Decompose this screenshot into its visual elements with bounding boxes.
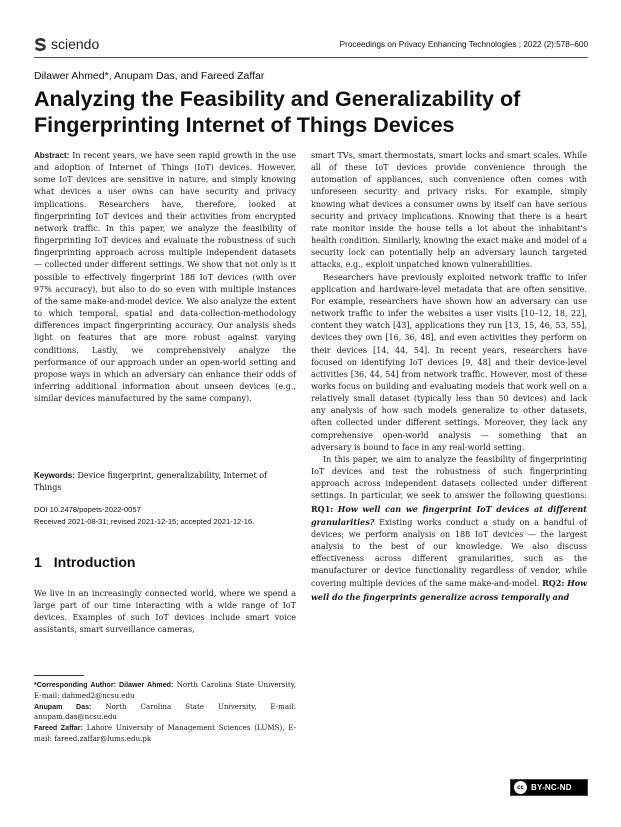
- footnote-3-label: Fareed Zaffar:: [34, 724, 83, 733]
- received-dates: Received 2021-08-31; revised 2021-12-15; accepted 2021-12-16.: [34, 517, 255, 526]
- footnote-1: [34, 680, 296, 702]
- creative-commons-icon: cc: [514, 781, 527, 794]
- intro-continued: smart TVs, smart thermostats, smart locks and smart scales. While all of these IoT devices provide convenience through the automation of appliances, such convenience often comes with unforeseen security and privacy risks. For example, simply knowing what devices a consumer owns by itself can have serious security and privacy implications. Knowing that there is a heart rate monitor inside the house tells a lot about the inhabitant's health condition. Similarly, knowing the exact make and model of a security lock can potentially help an adversary launch targeted attacks, e.g., exploit unpatched known vulnerabilities.: [311, 151, 587, 270]
- section-heading: [34, 554, 135, 570]
- related-work-paragraph: Researchers have previously exploited network traffic to infer application and hardware-level metadata that are often sensitive. For example, researchers have shown how an adversary can use network traffic to infer the websites a user visits [10–12, 18, 22], content they watch [43], applications they run [13, 15, 46, 53, 55], devices they own [16, 36, 48], and even activities they perform on their devices [14, 44, 54]. In recent years, researchers have focused on identifying IoT devices [9, 48] and their device-level activities [36, 44, 54] from network traffic. However, most of these works focus on building and evaluating models that work well on a relatively small dataset (typically less than 50 devices) and lack any analysis of how such models generalize to other datasets, often collected under different settings. Moreover, they lack any comprehensive open-world analysis — something that an adversary is bound to face in any real-world setting.: [311, 272, 587, 452]
- publisher-logo: [34, 36, 99, 52]
- section-number: 1: [34, 554, 42, 570]
- keywords-text: Device fingerprint, generalizability, Internet of Things: [34, 471, 268, 492]
- footnote-1-text: North Carolina State University, E-mail: dahmed2@ncsu.edu: [34, 680, 297, 700]
- cc-license-badge[interactable]: [510, 779, 588, 796]
- footnote-3: [34, 723, 296, 745]
- title-line-1: Analyzing the Feasibility and Generalizability of: [34, 87, 521, 111]
- rq1-text: How well can we fingerprint IoT devices at different granularities?: [311, 503, 587, 527]
- footnote-2-label: Anupam Das:: [34, 702, 92, 711]
- research-questions-paragraph: [311, 454, 587, 604]
- keywords-label: Keywords:: [34, 471, 75, 480]
- abstract-label: Abstract:: [34, 151, 70, 160]
- paper-title: [34, 86, 594, 138]
- license-text: BY-NC-ND: [531, 783, 572, 792]
- left-column: [34, 150, 296, 405]
- doi: DOI 10.2478/popets-2022-0057: [34, 505, 141, 514]
- rq-intro-text: In this paper, we aim to analyze the feasibility of fingerprinting IoT devices and test the robustness of such fingerprinting approach across independent datasets collected under different settings. In particular, we seek to answer the following questions:: [311, 454, 587, 501]
- footnotes: [34, 680, 296, 745]
- title-line-2: Fingerprinting Internet of Things Devices: [34, 113, 455, 137]
- abstract: [34, 150, 296, 405]
- footnote-1-label: *Corresponding Author: Dilawer Ahmed:: [34, 681, 174, 689]
- right-column: [311, 150, 587, 604]
- author-list: Dilawer Ahmed*, Anupam Das, and Fareed Zaffar: [34, 70, 265, 82]
- proceedings-citation: Proceedings on Privacy Enhancing Technologies ; 2022 (2):578–600: [339, 40, 588, 49]
- header-rule: [34, 57, 588, 58]
- rq2-label: RQ2:: [542, 578, 565, 589]
- publisher-name: sciendo: [51, 36, 100, 52]
- footnote-rule: [34, 675, 84, 676]
- footnote-3-text: Lahore University of Management Sciences (LUMS), E-mail: fareed.zaffar@lums.edu.pk: [34, 723, 297, 743]
- intro-paragraph: [34, 588, 296, 637]
- footnote-2-text: North Carolina State University, E-mail: anupam.das@ncsu.edu: [34, 701, 296, 722]
- intro-text: We live in an increasingly connected world, where we spend a large part of our time interacting with a wide range of IoT devices. Examples of such IoT devices include smart voice assistants, smart surveillance cameras,: [34, 589, 296, 635]
- rq1-discussion: Existing works conduct a study on a handful of devices; we perform analysis on 188 IoT devices — the largest analysis to the best of our knowledge. We also discuss effectiveness across different granularities, such as the manufacturer or device functionality regardless of vendor, while covering multiple devices of the same make-and-model.: [311, 517, 587, 589]
- rq2-text: How well do the fingerprints generalize across temporally and: [311, 578, 588, 602]
- section-title: Introduction: [53, 554, 136, 570]
- keywords: [34, 470, 296, 493]
- footnote-2: [34, 702, 296, 724]
- rq1-label: RQ1:: [311, 503, 334, 514]
- abstract-text: In recent years, we have seen rapid growth in the use and adoption of Internet of Things (IoT) devices. However, some IoT devices are sensitive in nature, and simply knowing what devices a user owns can have security and privacy implications. Researchers have, therefore, looked at fingerprinting IoT devices and their activities from encrypted network traffic. In this paper, we analyze the feasibility of fingerprinting IoT devices and evaluate the robustness of such fingerprinting approach across multiple independent datasets — collected under different settings. We show that not only is it possible to effectively fingerprint 188 IoT devices (with over 97% accuracy), but also to do so even with multiple instances of the same make-and-model device. We also analyze the extent to which temporal, spatial and data-collection-methodology differences impact fingerprinting accuracy. Our analysis sheds light on features that are more robust against varying conditions. Lastly, we comprehensively analyze the performance of our approach under an open-world setting and propose ways in which an adversary can enhance their odds of inferring additional information about unseen devices (e.g., similar devices manufactured by the same company).: [34, 151, 296, 404]
- sciendo-logo-icon: [34, 38, 47, 51]
